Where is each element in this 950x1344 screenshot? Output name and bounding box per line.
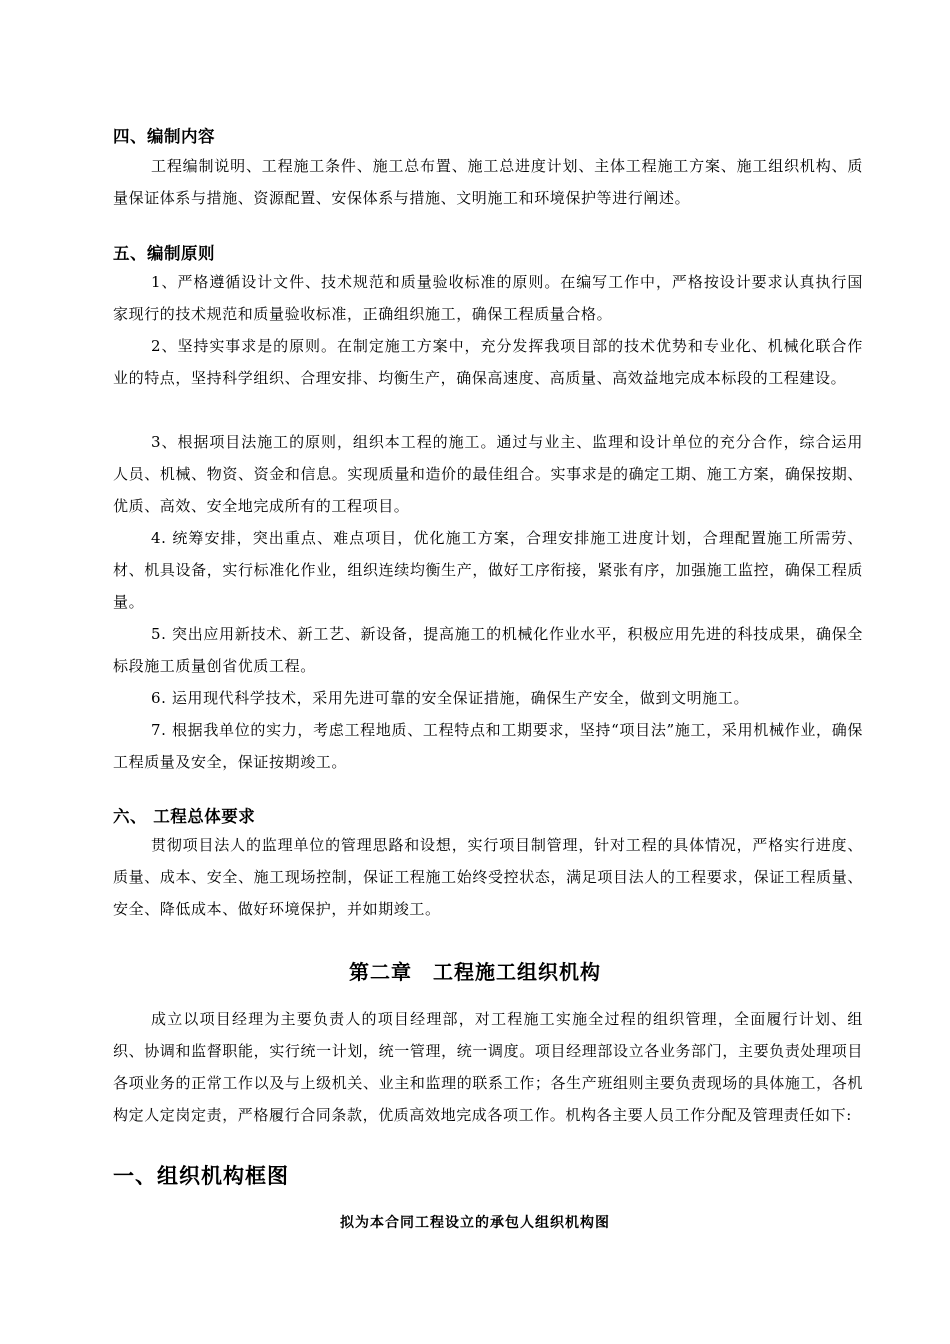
- section6-paragraph-1: 贯彻项目法人的监理单位的管理思路和设想，实行项目制管理，针对工程的具体情况，严格实行进度、质量、成本、安全、施工现场控制，保证工程施工始终受控状态，满足项目法人的工程要求，保证工程质量、安全、降低成本、做好环境保护，并如期竣工。: [113, 836, 863, 918]
- chapter2-title: 第二章 工程施工组织机构: [349, 960, 601, 984]
- section5-paragraph-4: 4. 统筹安排，突出重点、难点项目，优化施工方案，合理安排施工进度计划，合理配置施工所需劳、材、机具设备，实行标准化作业，组织连续均衡生产，做好工序衔接，紧张有序，加强施工监控，确保工程质量。: [113, 529, 863, 611]
- org-chart-caption: 拟为本合同工程设立的承包人组织机构图: [340, 1215, 610, 1231]
- section5-paragraph-6: 6. 运用现代科学技术，采用先进可靠的安全保证措施，确保生产安全，做到文明施工。: [151, 689, 750, 707]
- section5-paragraph-2: 2、坚持实事求是的原则。在制定施工方案中，充分发挥我项目部的技术优势和专业化、机械化联合作业的特点，坚持科学组织、合理安排、均衡生产，确保高速度、高质量、高效益地完成本标段的工程建设。: [113, 337, 863, 387]
- section6-heading: 六、 工程总体要求: [113, 807, 256, 826]
- org-chart-heading: 一、组织机构框图: [113, 1164, 289, 1188]
- section5-paragraph-1: 1、严格遵循设计文件、技术规范和质量验收标准的原则。在编写工作中，严格按设计要求认真执行国家现行的技术规范和质量验收标准，正确组织施工，确保工程质量合格。: [113, 273, 863, 323]
- chapter2-paragraph-1: 成立以项目经理为主要负责人的项目经理部，对工程施工实施全过程的组织管理，全面履行计划、组织、协调和监督职能，实行统一计划，统一管理，统一调度。项目经理部设立各业务部门，主要负责处理项目各项业务的正常工作以及与上级机关、业主和监理的联系工作；各生产班组则主要负责现场的具体施工，各机构定人定岗定责，严格履行合同条款，优质高效地完成各项工作。机构各主要人员工作分配及管理责任如下:: [113, 1010, 863, 1124]
- section5-paragraph-7: 7. 根据我单位的实力，考虑工程地质、工程特点和工期要求，坚持“项目法”施工，采用机械作业，确保工程质量及安全，保证按期竣工。: [113, 721, 863, 771]
- section5-heading: 五、编制原则: [113, 244, 215, 263]
- section4-heading: 四、编制内容: [113, 127, 215, 146]
- section5-paragraph-3: 3、根据项目法施工的原则，组织本工程的施工。通过与业主、监理和设计单位的充分合作，综合运用人员、机械、物资、资金和信息。实现质量和造价的最佳组合。实事求是的确定工期、施工方案，确保按期、优质、高效、安全地完成所有的工程项目。: [113, 433, 863, 515]
- section4-paragraph-1: 工程编制说明、工程施工条件、施工总布置、施工总进度计划、主体工程施工方案、施工组织机构、质量保证体系与措施、资源配置、安保体系与措施、文明施工和环境保护等进行阐述。: [113, 157, 863, 207]
- section5-paragraph-5: 5. 突出应用新技术、新工艺、新设备，提高施工的机械化作业水平，积极应用先进的科技成果，确保全标段施工质量创省优质工程。: [113, 625, 863, 675]
